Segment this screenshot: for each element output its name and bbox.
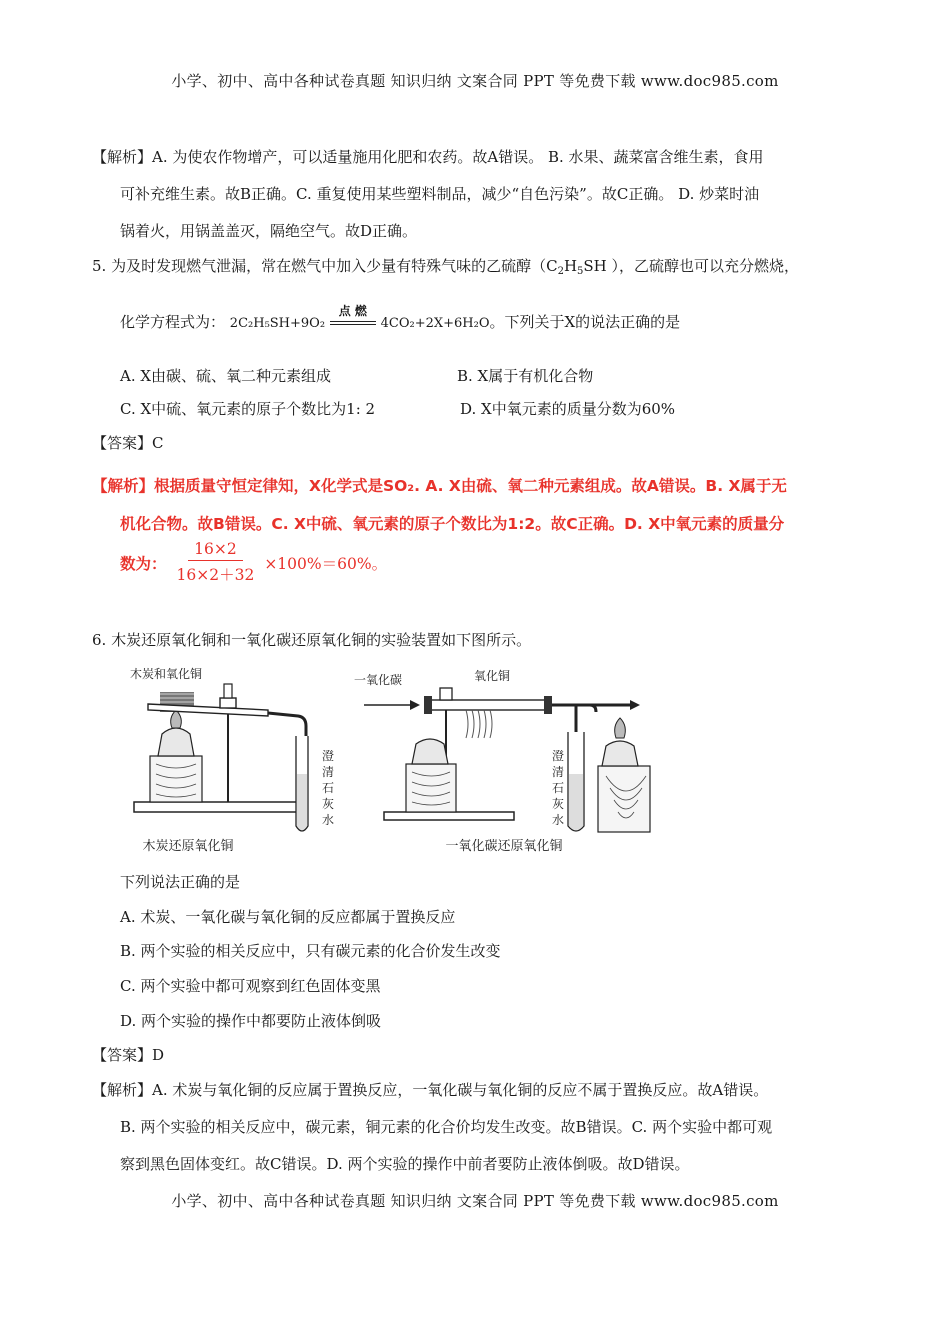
page-header: 小学、初中、高中各种试卷真题 知识归纳 文案合同 PPT 等免费下载 www.doc985.com — [171, 72, 779, 90]
q4-analysis-line-1: 【解析】A. 为使农作物增产，可以适量施用化肥和农药。故A错误。 B. 水果、蔬菜富含维生素，食用 — [92, 148, 764, 166]
q5-analysis-line-2: 机化合物。故B错误。C. X中硫、氧元素的原子个数比为1:2。故C正确。D. X中氧元素的质量分 — [120, 515, 785, 533]
figure-left-side-label-2: 清 — [322, 765, 335, 779]
q6-analysis-line-2: B. 两个实验的相关反应中，碳元素，铜元素的化合价均发生改变。故B错误。C. 两个实验中都可观 — [120, 1118, 773, 1136]
q6-answer: 【答案】D — [92, 1046, 165, 1064]
q5-option-b: B. X属于有机化合物 — [457, 367, 594, 385]
figure-left-top-label: 木炭和氧化铜 — [130, 667, 203, 681]
equation-left: 2C₂H₅SH+9O₂ — [229, 316, 326, 331]
figure-right-side-label-2: 清 — [552, 765, 565, 779]
q5-analysis-line-3: 数为： $\frac{16\times 2}{16\times 2+32}$ ×100%＝60%。 — [120, 540, 388, 584]
figure-right-caption: 一氧化碳还原氧化铜 — [445, 839, 563, 854]
figure-co-reduction — [354, 664, 654, 854]
q5-answer: 【答案】C — [92, 434, 164, 452]
figure-right-side-label-3: 石 — [552, 781, 565, 795]
mass-fraction: $\frac{16\times 2}{16\times 2+32}$ — [176, 540, 255, 584]
figure-left-side-label-3: 石 — [322, 781, 335, 795]
figure-left-side-label-4: 灰 — [322, 797, 335, 811]
charcoal-apparatus-drawing — [128, 664, 348, 854]
equation-suffix: 。下列关于X的说法正确的是 — [489, 313, 681, 331]
q5-option-d: D. X中氧元素的质量分数为60% — [460, 400, 676, 418]
figure-left-side-label-5: 水 — [322, 813, 335, 827]
equation-prefix: 化学方程式为： — [120, 313, 226, 331]
q5-stem: 5. 为及时发现燃气泄漏，常在燃气中加入少量有特殊气味的乙硫醇（$C_2H_5SH$ ），乙硫醇也可以充分燃烧， — [92, 257, 800, 277]
q4-analysis-line-2: 可补充维生素。故B正确。C. 重复使用某些塑料制品，减少“自色污染”。故C正确。 D. 炒菜时油 — [120, 185, 760, 203]
figure-right-side-label-5: 水 — [552, 813, 565, 827]
equation-condition: 点 燃 — [330, 321, 376, 325]
q5-equation — [120, 304, 681, 334]
q4-analysis-line-3: 锅着火，用锅盖盖灭，隔绝空气。故D正确。 — [120, 222, 418, 240]
figure-right-top-label: 氧化铜 — [474, 669, 511, 683]
co-apparatus-drawing — [354, 664, 654, 854]
q5-option-c: C. X中硫、氧元素的原子个数比为1: 2 — [120, 400, 376, 418]
q6-prompt: 下列说法正确的是 — [120, 873, 241, 891]
page-footer: 小学、初中、高中各种试卷真题 知识归纳 文案合同 PPT 等免费下载 www.doc985.com — [171, 1192, 779, 1210]
figure-left-caption: 木炭还原氧化铜 — [142, 839, 234, 854]
figure-charcoal-reduction — [128, 664, 348, 854]
equation-right: 4CO₂+2X+6H₂O — [380, 316, 490, 331]
q6-option-b: B. 两个实验的相关反应中，只有碳元素的化合价发生改变 — [120, 942, 501, 960]
q6-option-c: C. 两个实验中都可观察到红色固体变黑 — [120, 977, 381, 995]
q6-analysis-line-1: 【解析】A. 术炭与氧化铜的反应属于置换反应，一氧化碳与氧化铜的反应不属于置换反应。故A错误。 — [92, 1081, 769, 1099]
q6-stem: 6. 木炭还原氧化铜和一氧化碳还原氧化铜的实验装置如下图所示。 — [92, 631, 532, 649]
q6-analysis-line-3: 察到黑色固体变红。故C错误。D. 两个实验的操作中前者要防止液体倒吸。故D错误。 — [120, 1155, 690, 1173]
figure-left-side-label-1: 澄 — [322, 749, 335, 763]
q6-option-d: D. 两个实验的操作中都要防止液体倒吸 — [120, 1012, 382, 1030]
figure-right-gas-label: 一氧化碳 — [354, 673, 403, 687]
q5-analysis-line-1: 【解析】根据质量守恒定律知，X化学式是SO₂. A. X由硫、氧二种元素组成。故A错误。B. X属于无 — [92, 477, 787, 495]
figure-right-side-label-4: 灰 — [552, 797, 565, 811]
q5-option-a: A. X由碳、硫、氧二种元素组成 — [120, 367, 332, 385]
figure-right-side-label-1: 澄 — [552, 749, 565, 763]
q6-option-a: A. 术炭、一氧化碳与氧化铜的反应都属于置换反应 — [120, 908, 456, 926]
